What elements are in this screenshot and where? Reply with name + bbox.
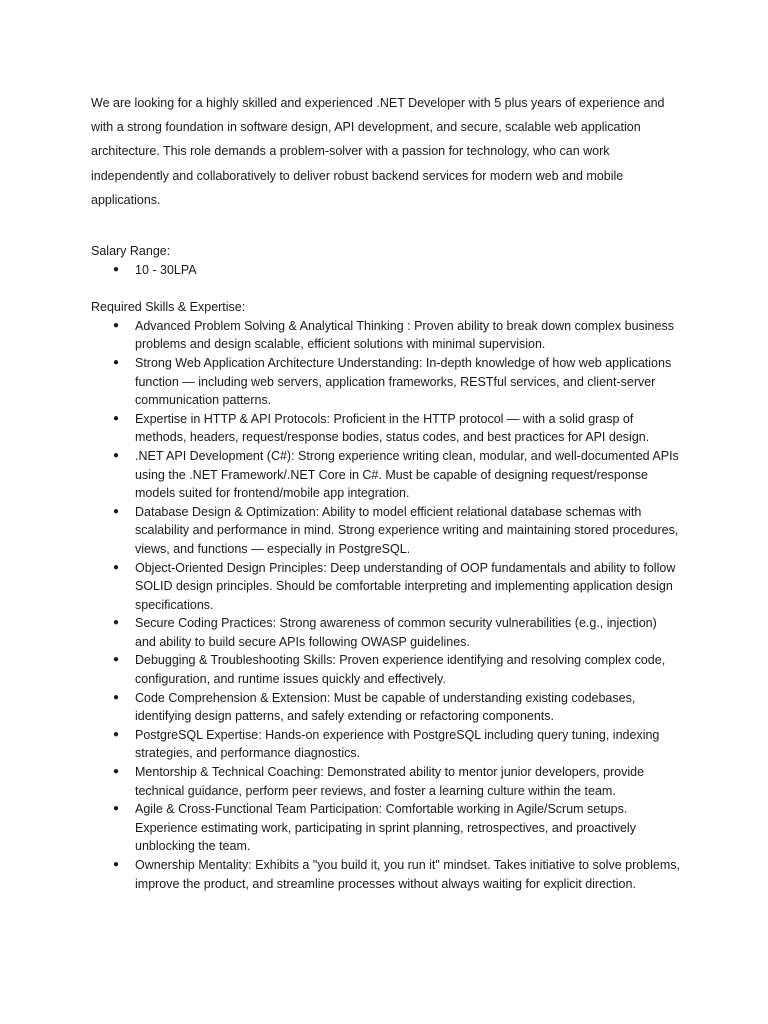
skill-item xyxy=(91,614,680,651)
bullet-icon: ● xyxy=(113,617,120,629)
skills-list xyxy=(91,317,680,893)
bullet-icon: ● xyxy=(113,766,120,778)
bullet-icon: ● xyxy=(113,449,120,461)
bullet-icon: ● xyxy=(113,263,120,275)
skill-item xyxy=(91,503,680,559)
skill-item-text: PostgreSQL Expertise: Hands-on experience with PostgreSQL including query tuning, indexing strategies, and performance diagnostics. xyxy=(135,727,660,761)
skill-item-text: Expertise in HTTP & API Protocols: Proficient in the HTTP protocol — with a solid grasp of methods, headers, request/response bodies, status codes, and best practices for API design. xyxy=(135,411,650,445)
intro-paragraph: We are looking for a highly skilled and experienced .NET Developer with 5 plus years of experience and with a strong foundation in software design, API development, and secure, scalable web application architecture. This role demands a problem-solver with a passion for technology, who can work independently and collaboratively to deliver robust backend services for modern web and mobile applications. xyxy=(91,96,665,207)
skill-item xyxy=(91,410,680,447)
skill-item-text: Mentorship & Technical Coaching: Demonstrated ability to mentor junior developers, provide technical guidance, perform peer reviews, and foster a learning culture within the team. xyxy=(135,765,645,798)
bullet-icon: ● xyxy=(113,561,120,573)
skill-item-text: Debugging & Troubleshooting Skills: Proven experience identifying and resolving complex code, configuration, and runtime issues quickly and effectively. xyxy=(135,653,666,687)
salary-item xyxy=(91,261,680,280)
bullet-icon: ● xyxy=(113,728,120,740)
skill-item xyxy=(91,317,680,354)
salary-item-text: 10 - 30LPA xyxy=(135,262,197,277)
skill-item xyxy=(91,447,680,503)
bullet-icon: ● xyxy=(113,319,120,331)
bullet-icon: ● xyxy=(113,859,120,871)
bullet-icon: ● xyxy=(113,412,120,424)
skill-item-text: Agile & Cross-Functional Team Participation: Comfortable working in Agile/Scrum setups. Experience estimating work, participating in sprint planning, retrospectives, and proactively unblocking the team. xyxy=(135,802,636,854)
skill-item-text: Ownership Mentality: Exhibits a "you build it, you run it" mindset. Takes initiative to solve problems, improve the product, and streamline processes without always waiting for explicit direction. xyxy=(135,858,681,891)
bullet-icon: ● xyxy=(113,654,120,666)
salary-list xyxy=(91,261,680,280)
skill-item xyxy=(91,651,680,688)
required-skills-label: Required Skills & Expertise: xyxy=(91,300,246,315)
skill-item xyxy=(91,726,680,763)
skill-item-text: .NET API Development (C#): Strong experience writing clean, modular, and well-documented APIs using the .NET Framework/.NET Core in C#. Must be capable of designing request/response models suited for frontend/mobile app integration. xyxy=(135,448,679,501)
bullet-icon: ● xyxy=(113,356,120,368)
skill-item-text: Database Design & Optimization: Ability to model efficient relational database schemas with scalability and performance in mind. Strong experience writing and maintaining stored procedures, views, and functions — especially in PostgreSQL. xyxy=(135,504,679,556)
skill-item xyxy=(91,856,680,893)
skill-item-text: Strong Web Application Architecture Understanding: In-depth knowledge of how web applications function — including web servers, application frameworks, RESTful services, and client-server communication patterns. xyxy=(135,355,672,408)
bullet-icon: ● xyxy=(113,505,120,517)
skill-item-text: Object-Oriented Design Principles: Deep understanding of OOP fundamentals and ability to follow SOLID design principles. Should be comfortable interpreting and implementing application design specifications. xyxy=(135,560,676,612)
skill-item xyxy=(91,689,680,726)
bullet-icon: ● xyxy=(113,803,120,815)
skill-item-text: Secure Coding Practices: Strong awareness of common security vulnerabilities (e.g., injection) and ability to build secure APIs following OWASP guidelines. xyxy=(135,616,657,649)
salary-range-label: Salary Range: xyxy=(91,244,171,259)
skill-item-text: Advanced Problem Solving & Analytical Thinking : Proven ability to break down complex business problems and design scalable, efficient solutions with minimal supervision. xyxy=(135,318,674,352)
skill-item xyxy=(91,800,680,856)
skill-item xyxy=(91,354,680,410)
bullet-icon: ● xyxy=(113,691,120,703)
skill-item xyxy=(91,763,680,800)
skill-item-text: Code Comprehension & Extension: Must be capable of understanding existing codebases, identifying design patterns, and safely extending or refactoring components. xyxy=(135,690,636,724)
skill-item xyxy=(91,559,680,615)
